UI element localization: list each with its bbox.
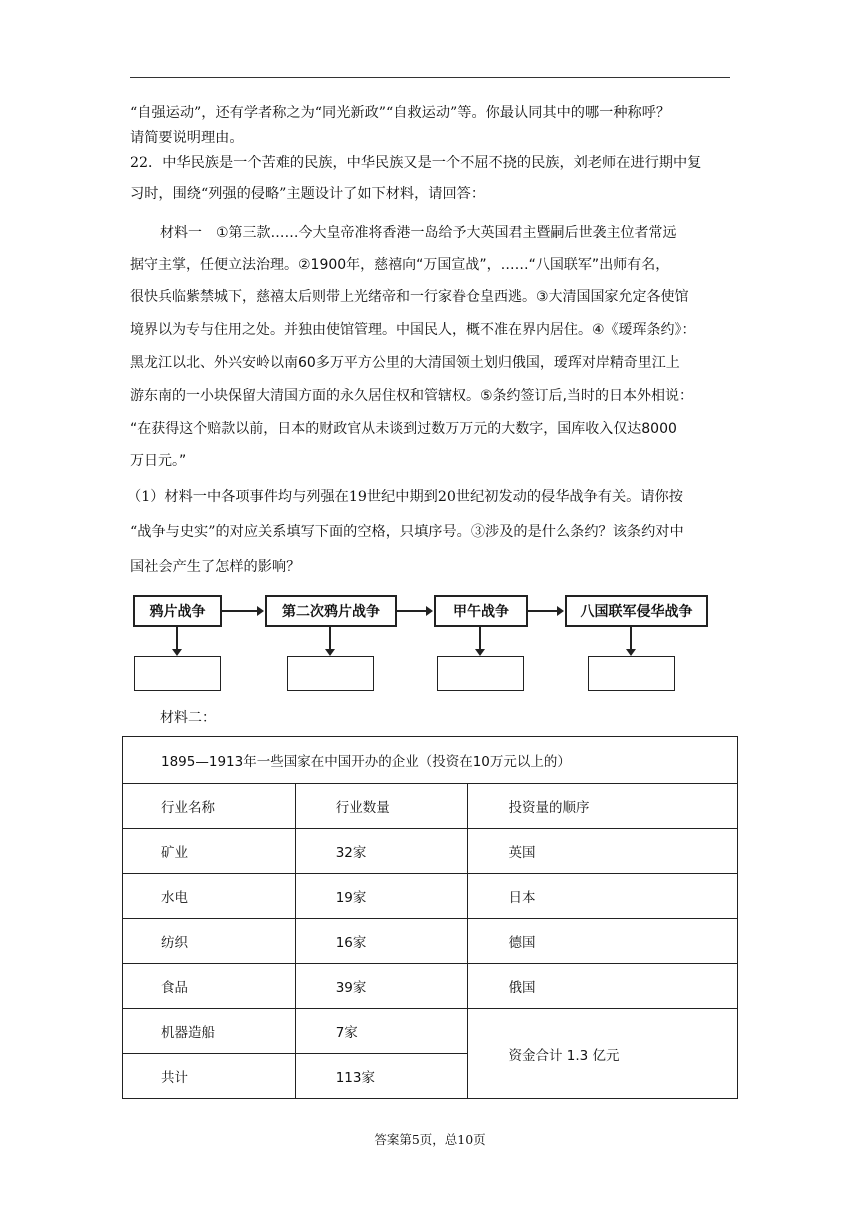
table-row — [123, 874, 738, 919]
table-cell: 19家 — [295, 874, 468, 919]
question-1-line: 国社会产生了怎样的影响？ — [130, 559, 301, 575]
material-one-line: 游东南的一小块保留大清国方面的永久居住权和管辖权。⑤条约签订后,当时的日本外相说： — [130, 388, 693, 404]
table-cell: 共计 — [123, 1054, 296, 1099]
table-header: 行业数量 — [295, 784, 468, 829]
table-cell: 英国 — [468, 829, 738, 874]
table-cell: 俄国 — [468, 964, 738, 1009]
table-caption: 1895—1913年一些国家在中国开办的企业（投资在10万元以上的） — [123, 737, 738, 784]
material-two-label: 材料二： — [160, 710, 216, 726]
material-one-line: 境界以为专与住用之处。并独由使馆管理。中国民人，概不准在界内居住。④《瑷珲条约》： — [130, 322, 696, 338]
question-1-line: （1）材料一中各项事件均与列强在19世纪中期到20世纪初发动的侵华战争有关。请你按 — [127, 489, 683, 505]
answer-blank-box[interactable] — [134, 656, 221, 691]
table-row — [123, 919, 738, 964]
answer-blank-box[interactable] — [287, 656, 374, 691]
text-line: 请简要说明理由。 — [130, 130, 244, 146]
table-total-funds-cell: 资金合计 1.3 亿元 — [468, 1009, 738, 1099]
answer-blank-box[interactable] — [437, 656, 524, 691]
flow-arrow-icon — [397, 610, 427, 612]
text-line: “自强运动”，还有学者称之为“同光新政”“自救运动”等。你最认同其中的哪一种称呼？ — [130, 105, 671, 121]
table-header: 行业名称 — [123, 784, 296, 829]
table-cell: 食品 — [123, 964, 296, 1009]
flow-arrow-icon — [528, 610, 558, 612]
table-row — [123, 829, 738, 874]
flow-down-arrow-icon — [176, 627, 178, 650]
question-1-line: “战争与史实”的对应关系填写下面的空格，只填序号。③涉及的是什么条约？该条约对中 — [130, 524, 684, 540]
table-cell: 7家 — [295, 1009, 468, 1054]
header-rule — [130, 77, 730, 78]
table-header: 投资量的顺序 — [468, 784, 738, 829]
flow-box-second-opium-war: 第二次鸦片战争 — [265, 595, 397, 627]
material-one-line: 据守主掌，任便立法治理。②1900年，慈禧向“万国宣战”，……“八国联军”出师有名， — [130, 257, 670, 273]
table-cell: 机器造船 — [123, 1009, 296, 1054]
material-one-line: 很快兵临紫禁城下，慈禧太后则带上光绪帝和一行家眷仓皇西逃。③大清国国家允定各使馆 — [130, 289, 689, 305]
flow-box-sino-japanese-war: 甲午战争 — [434, 595, 528, 627]
material-one-line: 材料一 ①第三款……今大皇帝准将香港一岛给予大英国君主暨嗣后世袭主位者常远 — [160, 225, 677, 241]
answer-blank-box[interactable] — [588, 656, 675, 691]
question-22-line: 习时，围绕“列强的侵略”主题设计了如下材料，请回答： — [130, 186, 486, 202]
flow-arrow-icon — [222, 610, 258, 612]
flow-down-arrow-icon — [630, 627, 632, 650]
table-cell: 水电 — [123, 874, 296, 919]
table-cell: 矿业 — [123, 829, 296, 874]
table-header-row — [123, 784, 738, 829]
table-cell: 16家 — [295, 919, 468, 964]
table-cell: 39家 — [295, 964, 468, 1009]
table-cell: 日本 — [468, 874, 738, 919]
flow-down-arrow-icon — [329, 627, 331, 650]
table-row — [123, 1009, 738, 1054]
material-one-line: 万日元。” — [130, 453, 187, 469]
flow-down-arrow-icon — [479, 627, 481, 650]
material-one-line: 黑龙江以北、外兴安岭以南60多万平方公里的大清国领土划归俄国，瑷珲对岸精奇里江上 — [130, 355, 680, 371]
table-cell: 113家 — [295, 1054, 468, 1099]
flow-box-eight-nation-war: 八国联军侵华战争 — [565, 595, 708, 627]
flow-box-opium-war: 鸦片战争 — [133, 595, 222, 627]
enterprise-table — [122, 736, 738, 1099]
page-footer: 答案第5页，总10页 — [374, 1132, 486, 1147]
material-one-line: “在获得这个赔款以前，日本的财政官从未谈到过数万万元的大数字，国库收入仅达8000 — [130, 421, 677, 437]
table-cell: 德国 — [468, 919, 738, 964]
table-row — [123, 964, 738, 1009]
question-22-line: 22．中华民族是一个苦难的民族，中华民族又是一个不屈不挠的民族，刘老师在进行期中复 — [130, 155, 702, 171]
table-cell: 纺织 — [123, 919, 296, 964]
table-cell: 32家 — [295, 829, 468, 874]
